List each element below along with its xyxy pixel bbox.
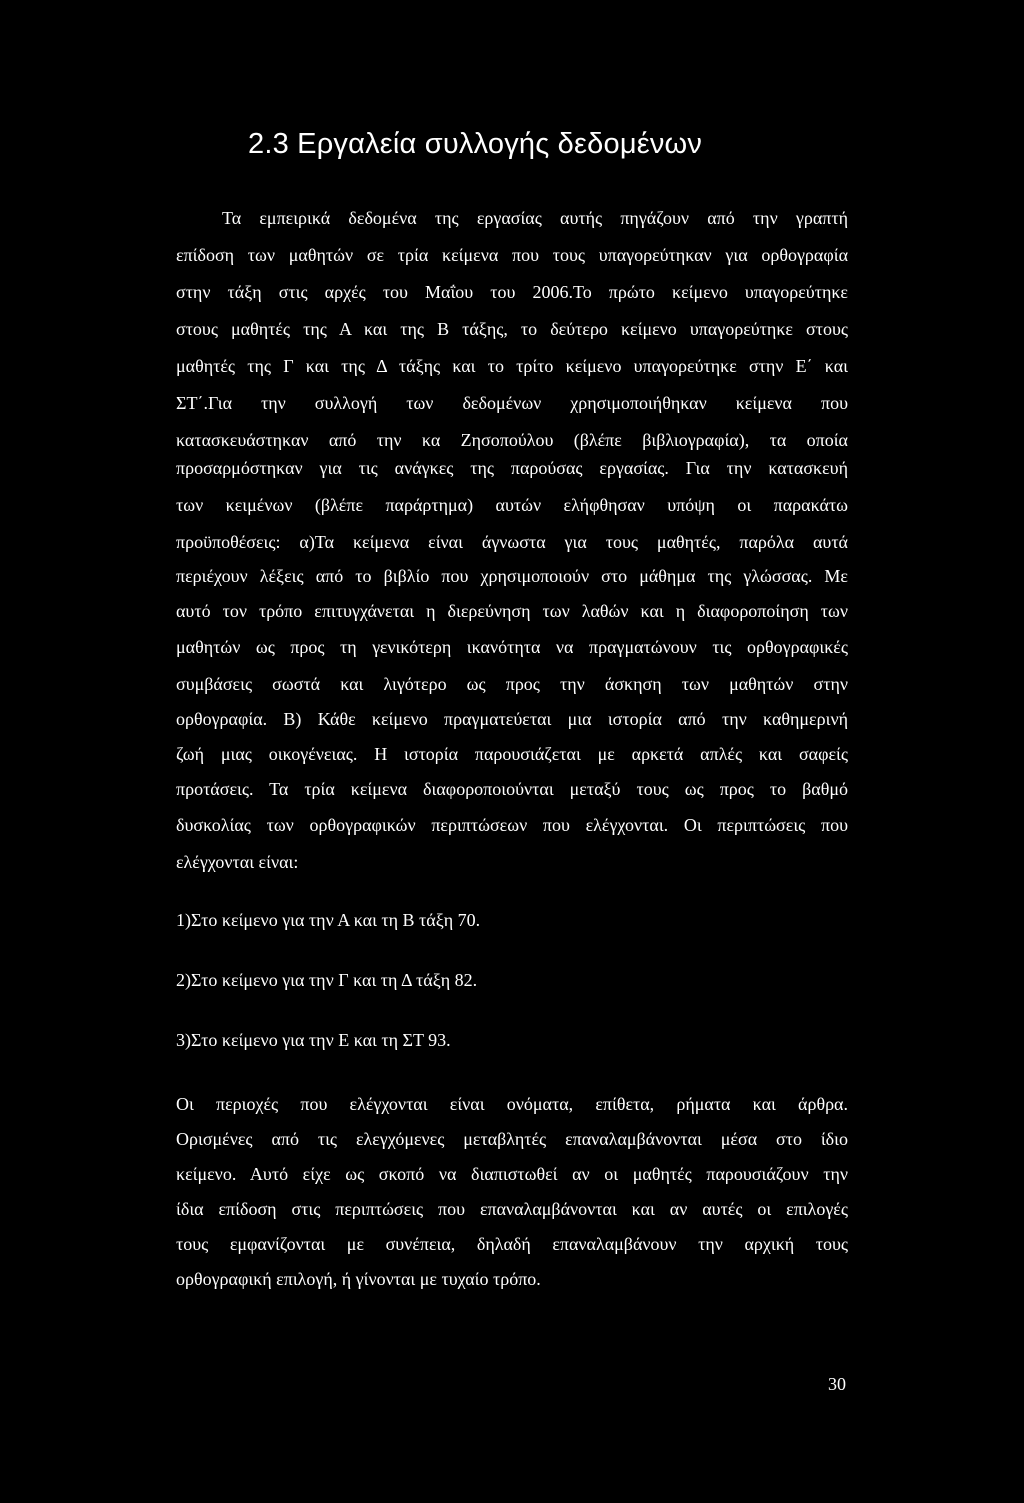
paragraph-line: αυτό τον τρόπο επιτυγχάνεται η διερεύνηση των λαθών και η διαφοροποίηση των <box>176 601 848 621</box>
paragraph-line: συμβάσεις σωστά και λιγότερο ως προς την άσκηση των μαθητών στην <box>176 674 848 694</box>
paragraph-line: μαθητών ως προς τη γενικότερη ικανότητα να πραγματώνουν τις ορθογραφικές <box>176 637 848 657</box>
paragraph-line: περιέχουν λέξεις από το βιβλίο που χρησιμοποιούν στο μάθημα της γλώσσας. Με <box>176 566 848 586</box>
paragraph-line: προϋποθέσεις: α)Τα κείμενα είναι άγνωστα για τους μαθητές, παρόλα αυτά <box>176 532 848 552</box>
paragraph-line: ζωή μιας οικογένειας. Η ιστορία παρουσιάζεται με αρκετά απλές και σαφείς <box>176 744 848 764</box>
paragraph-line: Τα εμπειρικά δεδομένα της εργασίας αυτής πηγάζουν από την γραπτή <box>222 208 848 228</box>
paragraph-line: επίδοση των μαθητών σε τρία κείμενα που τους υπαγορεύτηκαν για ορθογραφία <box>176 245 848 265</box>
paragraph-line: κείμενο. Αυτό είχε ως σκοπό να διαπιστωθεί αν οι μαθητές παρουσιάζουν την <box>176 1164 848 1184</box>
paragraph-line: των κειμένων (βλέπε παράρτημα) αυτών ελήφθησαν υπόψη οι παρακάτω <box>176 495 848 515</box>
paragraph-line: ίδια επίδοση στις περιπτώσεις που επαναλαμβάνονται και αν αυτές οι επιλογές <box>176 1199 848 1219</box>
paragraph-line: Ορισμένες από τις ελεγχόμενες μεταβλητές επαναλαμβάνονται μέσα στο ίδιο <box>176 1129 848 1149</box>
list-item: 1)Στο κείμενο για την Α και τη Β τάξη 70. <box>176 910 481 930</box>
paragraph-line: τους εμφανίζονται με συνέπεια, δηλαδή επαναλαμβάνουν την αρχική τους <box>176 1234 848 1254</box>
page-number: 30 <box>828 1374 846 1394</box>
paragraph-line: Οι περιοχές που ελέγχονται είναι ονόματα, επίθετα, ρήματα και άρθρα. <box>176 1094 848 1114</box>
list-item: 3)Στο κείμενο για την Ε και τη ΣΤ 93. <box>176 1030 451 1050</box>
paragraph-line: ελέγχονται είναι: <box>176 852 299 872</box>
paragraph-line: προτάσεις. Τα τρία κείμενα διαφοροποιούνται μεταξύ τους ως προς το βαθμό <box>176 779 848 799</box>
paragraph-line: στην τάξη στις αρχές του Μαΐου του 2006.Το πρώτο κείμενο υπαγορεύτηκε <box>176 282 848 302</box>
paragraph-line: προσαρμόστηκαν για τις ανάγκες της παρούσας εργασίας. Για την κατασκευή <box>176 458 848 478</box>
paragraph-line: στους μαθητές της Α και της Β τάξης, το δεύτερο κείμενο υπαγορεύτηκε στους <box>176 319 848 339</box>
section-heading: 2.3 Εργαλεία συλλογής δεδομένων <box>248 128 703 160</box>
paragraph-line: ορθογραφική επιλογή, ή γίνονται με τυχαίο τρόπο. <box>176 1269 541 1289</box>
paragraph-line: ΣΤ΄.Για την συλλογή των δεδομένων χρησιμοποιήθηκαν κείμενα που <box>176 393 848 413</box>
paragraph-line: ορθογραφία. Β) Κάθε κείμενο πραγματεύεται μια ιστορία από την καθημερινή <box>176 709 848 729</box>
paragraph-line: δυσκολίας των ορθογραφικών περιπτώσεων που ελέγχονται. Οι περιπτώσεις που <box>176 815 848 835</box>
list-item: 2)Στο κείμενο για την Γ και τη Δ τάξη 82. <box>176 970 478 990</box>
paragraph-line: μαθητές της Γ και της Δ τάξης και το τρίτο κείμενο υπαγορεύτηκε στην Ε΄ και <box>176 356 848 376</box>
paragraph-line: κατασκευάστηκαν από την κα Ζησοπούλου (βλέπε βιβλιογραφία), τα οποία <box>176 430 848 450</box>
